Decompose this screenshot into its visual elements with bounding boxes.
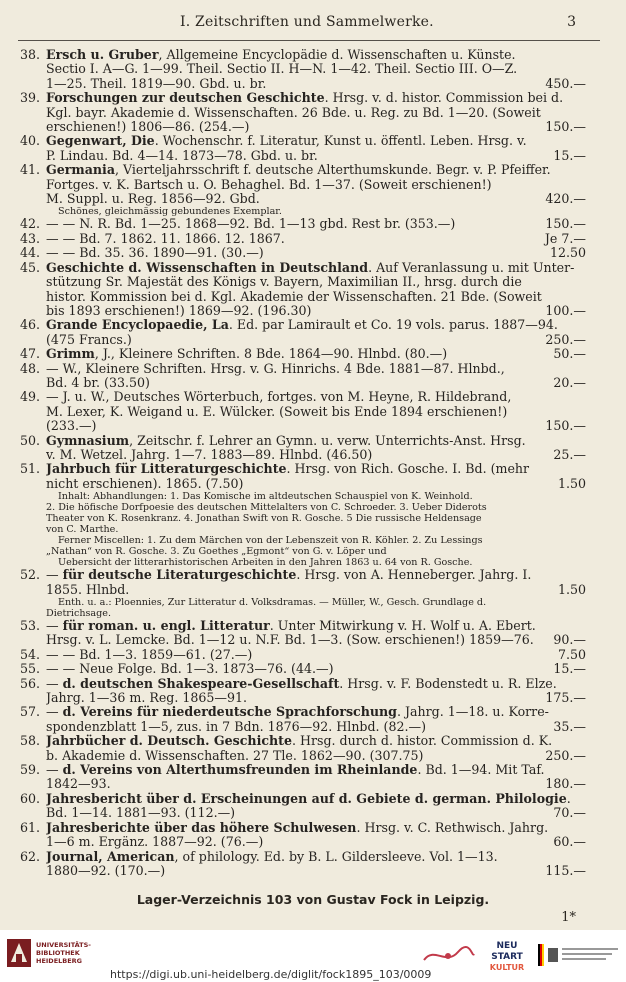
entry-line [46,304,586,318]
entry-note: 2. Die höfische Dorfpoesie des deutschen Mittelalters von C. Schroeder. 3. Ueber Diderots [46,502,487,514]
neustart-kultur-logo-icon [486,938,528,972]
entry-number: 49. [20,389,41,405]
entry-note: Enth. u. a.: Ploennies, Zur Litteratur d. Volksdramas. — Müller, W., Gesch. Grundlage d. [58,597,487,608]
entry-price [580,178,586,192]
university-library-logo-icon [6,938,32,968]
entry-line [46,48,586,62]
entry-text: Jahrbücher d. Deutsch. Geschichte. Hrsg. durch d. histor. Commission d. K. [46,734,553,749]
entry-line [46,677,586,691]
entry-price: 175.— [545,691,586,706]
entry-line [46,477,586,491]
entry-text: Geschichte d. Wissenschaften in Deutschland. Auf Veranlassung u. mit Unter- [46,260,575,275]
entry-line [46,178,586,192]
entry-line [46,434,586,448]
entry-line [46,705,586,719]
entry-note: „Nathan“ von R. Gosche. 3. Zu Goethes „Egmont“ von G. v. Löper und [46,546,387,558]
entry-line [46,62,586,76]
entry-price [580,134,586,148]
entry-price [580,677,586,691]
entry-price: 180.— [545,777,586,792]
entry-line [46,275,586,289]
entry-line [46,106,586,120]
entry-number: 52. [20,567,41,583]
entry-number: 50. [20,432,41,448]
entry-line [46,792,586,806]
entry-text: — — Bd. 35. 36. 1890—91. (30.—) [46,246,264,261]
entry-line [46,77,586,91]
entry-price: 15.— [553,148,586,163]
library-name-line: UNIVERSITÄTS- [36,941,91,949]
entry-number: 40. [20,133,41,149]
entry-line [46,290,586,304]
entry-price: 150.— [545,120,586,135]
entry-price [580,568,586,582]
entry-price: 50.— [553,347,586,362]
entry-price [580,91,586,105]
entry-line [46,134,586,148]
library-name-line: BIBLIOTHEK [36,949,80,957]
catalog-entry [20,648,586,662]
catalog-entry [20,434,586,463]
entry-price: 250.— [545,748,586,763]
entry-note: Dietrichsage. [46,608,112,619]
entry-text: — — N. R. Bd. 1—25. 1868—92. Bd. 1—13 gbd. Rest br. (353.—) [46,217,456,232]
federal-government-logo-icon [536,940,622,970]
entry-line [46,720,586,734]
entry-line [46,91,586,105]
entry-price: 150.— [545,217,586,232]
entry-number: 46. [20,317,41,333]
page-header [0,14,626,34]
entry-text: Journal, American, of philology. Ed. by B. L. Gildersleeve. Vol. 1—13. [46,849,498,864]
entry-text: — d. Vereins für niederdeutsche Sprachforschung. Jahrg. 1—18. u. Korre- [46,705,549,720]
entry-number: 55. [20,661,41,677]
entry-text: 1855. Hlnbd. [46,582,130,597]
entry-line [46,192,586,206]
entry-text: Gymnasium, Zeitschr. f. Lehrer an Gymn. u. verw. Unterrichts-Anst. Hrsg. [46,433,526,448]
entry-price: 250.— [545,332,586,347]
entry-line [46,149,586,163]
entry-text: — — Bd. 1—3. 1859—61. (27.—) [46,647,253,662]
entry-price [580,792,586,806]
entry-text: 1880—92. (170.—) [46,863,166,878]
entry-text: Kgl. bayr. Akademie d. Wissenschaften. 26 Bde. u. Reg. zu Bd. 1—20. (Soweit [46,105,541,120]
entry-text: 1842—93. [46,777,111,792]
entry-line [46,568,586,582]
entry-text: Forschungen zur deutschen Geschichte. Hrsg. v. d. histor. Commission bei d. [46,91,564,106]
entry-text: M. Suppl. u. Reg. 1856—92. Gbd. [46,192,260,207]
entry-price [580,275,586,289]
entry-number: 38. [20,47,41,62]
catalog-entry [20,163,586,217]
entry-note: von C. Marthe. [46,524,119,536]
entry-text: — — Bd. 7. 1862. 11. 1866. 12. 1867. [46,231,285,246]
entry-line [46,850,586,864]
entry-number: 48. [20,360,41,376]
entry-number: 44. [20,245,41,261]
entry-price: Je 7.— [544,231,586,246]
entry-text: Ersch u. Gruber, Allgemeine Encyclopädie d. Wissenschaften u. Künste. [46,48,516,62]
entry-number: 59. [20,762,41,778]
entry-price: 115.— [545,863,586,878]
entry-price: 150.— [545,419,586,434]
entry-price: 15.— [553,662,586,677]
entry-line [46,246,586,260]
entry-line [46,806,586,820]
entry-text: Jahrbuch für Litteraturgeschichte. Hrsg. von Rich. Gosche. I. Bd. (mehr [46,462,530,477]
entry-text: M. Lexer, K. Weigand u. E. Wülcker. (Soweit bis Ende 1894 erschienen!) [46,404,508,419]
entry-line [46,462,586,476]
catalog-entry [20,662,586,676]
entry-price [580,62,586,76]
entry-number: 43. [20,230,41,246]
catalog-entry [20,677,586,706]
entry-line [46,405,586,419]
catalog-entry [20,462,586,568]
entry-price [580,462,586,476]
entry-note: Inhalt: Abhandlungen: 1. Das Komische im altdeutschen Schauspiel von K. Weinhold. [58,491,473,503]
entry-line [46,749,586,763]
entry-number: 53. [20,618,41,633]
entry-price [580,405,586,419]
catalog-entries [20,48,586,878]
entry-number: 51. [20,461,41,477]
entry-text: — J. u. W., Deutsches Wörterbuch, fortges. von M. Heyne, R. Hildebrand, [46,390,512,405]
entry-number: 62. [20,848,41,864]
entry-price [580,850,586,864]
entry-line [46,390,586,404]
entry-text: stützung Sr. Majestät des Königs v. Bayern, Maximilian II., hrsg. durch die [46,275,522,290]
catalog-entry [20,261,586,319]
entry-number: 60. [20,790,41,806]
catalog-entry [20,792,586,821]
entry-note: Ferner Miscellen: 1. Zu dem Märchen von der Lebenszeit von R. Köhler. 2. Zu Lessings [58,535,483,547]
entry-text: — für deutsche Literaturgeschichte. Hrsg. von A. Henneberger. Jahrg. I. [46,568,532,583]
entry-text: nicht erschienen). 1865. (7.50) [46,476,244,491]
entry-number: 47. [20,346,41,362]
catalog-entry [20,217,586,231]
entry-text: Gegenwart, Die. Wochenschr. f. Literatur, Kunst u. öffentl. Leben. Hrsg. v. [46,134,527,149]
catalog-entry [20,763,586,792]
entry-line [46,120,586,134]
entry-text: bis 1893 erschienen!) 1869—92. (196.30) [46,303,312,318]
catalog-entry [20,850,586,879]
entry-text: — d. deutschen Shakespeare-Gesellschaft. Hrsg. v. F. Bodenstedt u. R. Elze. [46,676,557,691]
entry-line [46,347,586,361]
entry-line [46,333,586,347]
entry-line [46,261,586,275]
entry-text: v. M. Wetzel. Jahrg. 1—7. 1883—89. Hlnbd. (46.50) [46,447,373,462]
entry-note: Schönes, gleichmässig gebundenes Exemplar. [58,206,282,218]
entry-price: 20.— [553,375,586,390]
entry-line [46,232,586,246]
entry-text: b. Akademie d. Wissenschaften. 27 Tle. 1862—90. (307.75) [46,748,424,763]
catalog-entry [20,91,586,134]
entry-number: 42. [20,216,41,232]
entry-line [46,864,586,878]
entry-line [46,318,586,332]
entry-price [580,821,586,835]
entry-line [46,734,586,748]
entry-price: 12.50 [549,246,586,261]
entry-price [580,163,586,177]
partner-logo-icon [418,940,478,970]
entry-price: 420.— [545,192,586,207]
entry-price: 1.50 [557,582,586,597]
entry-text: Jahrg. 1—36 m. Reg. 1865—91. [46,691,248,706]
entry-price [580,106,586,120]
entry-number: 41. [20,162,41,178]
entry-line [46,163,586,177]
entry-text: 1—6 m. Ergänz. 1887—92. (76.—) [46,835,264,850]
header-rule [18,40,600,41]
catalog-entry [20,734,586,763]
neustart-line: NEU [496,941,518,951]
entry-text: P. Lindau. Bd. 4—14. 1873—78. Gbd. u. br. [46,148,318,163]
entry-line [46,419,586,433]
entry-text: (475 Francs.) [46,332,132,347]
catalog-entry [20,390,586,433]
entry-text: — für roman. u. engl. Litteratur. Unter Mitwirkung v. H. Wolf u. A. Ebert. [46,619,536,633]
entry-text: histor. Kommission bei d. Kgl. Akademie der Wissenschaften. 21 Bde. (Soweit [46,289,542,304]
entry-number: 58. [20,733,41,749]
viewer-bottom-bar [0,930,626,982]
entry-text: Grimm, J., Kleinere Schriften. 8 Bde. 1864—90. Hlnbd. (80.—) [46,347,448,362]
catalog-entry [20,246,586,260]
entry-price [580,261,586,275]
entry-price: 70.— [553,806,586,821]
signature-mark: 1* [561,910,576,925]
entry-number: 39. [20,90,41,106]
entry-text: Fortges. v. K. Bartsch u. O. Behaghel. Bd. 1—37. (Soweit erschienen!) [46,177,492,192]
entry-line [46,835,586,849]
entry-line [46,619,586,633]
entry-price: 60.— [553,835,586,850]
entry-text: Hrsg. v. L. Lemcke. Bd. 1—12 u. N.F. Bd. 1—3. (Sow. erschienen!) 1859—76. [46,633,534,648]
entry-price [580,705,586,719]
entry-number: 56. [20,675,41,691]
entry-line [46,633,586,647]
entry-text: — — Neue Folge. Bd. 1—3. 1873—76. (44.—) [46,662,334,677]
entry-line [46,376,586,390]
catalog-entry [20,318,586,347]
entry-price: 35.— [553,719,586,734]
entry-line [46,691,586,705]
entry-price: 25.— [553,447,586,462]
entry-price: 450.— [545,76,586,91]
catalog-entry [20,134,586,163]
entry-text: erschienen!) 1806—86. (254.—) [46,120,250,135]
catalog-footer: Lager-Verzeichnis 103 von Gustav Fock in Leipzig. [136,892,490,907]
entry-text: 1—25. Theil. 1819—90. Gbd. u. br. [46,76,267,91]
entry-number: 57. [20,704,41,720]
entry-text: Bd. 1—14. 1881—93. (112.—) [46,806,236,821]
running-title: I. Zeitschriften und Sammelwerke. [180,14,434,30]
entry-price [580,290,586,304]
entry-price [580,434,586,448]
catalog-entry [20,347,586,361]
entry-line [46,448,586,462]
entry-line [46,821,586,835]
entry-note: Theater von K. Rosenkranz. 4. Jonathan Swift von R. Gosche. 5 Die russische Heldensage [46,513,482,525]
page-number: 3 [567,14,576,30]
library-name [36,941,91,965]
catalog-entry [20,568,586,619]
entry-price [580,318,586,332]
entry-text: Jahresbericht über d. Erscheinungen auf d. Gebiete d. german. Philologie. [46,791,571,806]
permalink-url[interactable]: https://digi.ub.uni-heidelberg.de/diglit/fock1895_103/0009 [110,968,432,981]
entry-text: — d. Vereins von Alterthumsfreunden im Rheinlande. Bd. 1—94. Mit Taf. [46,763,545,778]
entry-line [46,662,586,676]
entry-price [580,362,586,376]
catalog-entry [20,821,586,850]
entry-price [580,763,586,777]
entry-price: 90.— [553,633,586,648]
entry-price: 1.50 [557,476,586,491]
catalog-entry [20,619,586,648]
entry-line [46,648,586,662]
entry-number: 45. [20,259,41,275]
entry-text: — W., Kleinere Schriften. Hrsg. v. G. Hinrichs. 4 Bde. 1881—87. Hlnbd., [46,361,505,376]
neustart-line: KULTUR [489,963,525,972]
library-name-line: HEIDELBERG [36,957,83,965]
entry-price [580,734,586,748]
entry-note: Uebersicht der litterarhistorischen Arbeiten in den Jahren 1863 u. 64 von R. Gosche. [58,557,473,569]
entry-line [46,362,586,376]
entry-text: spondenzblatt 1—5, zus. in 7 Bdn. 1876—92. Hlnbd. (82.—) [46,719,427,734]
entry-price: 100.— [545,303,586,318]
catalog-entry [20,232,586,246]
catalog-entry [20,362,586,391]
entry-price: 7.50 [557,647,586,662]
entry-text: Sectio I. A—G. 1—99. Theil. Sectio II. H—N. 1—42. Theil. Sectio III. O—Z. [46,62,518,77]
entry-price [580,48,586,62]
entry-number: 54. [20,646,41,662]
catalog-entry [20,705,586,734]
entry-text: Jahresberichte über das höhere Schulwesen. Hrsg. v. C. Rethwisch. Jahrg. [46,820,549,835]
entry-line [46,217,586,231]
entry-text: Grande Encyclopaedie, La. Ed. par Lamirault et Co. 19 vols. parus. 1887—94. [46,318,558,333]
entry-text: Bd. 4 br. (33.50) [46,375,150,390]
entry-line [46,777,586,791]
entry-text: (233.—) [46,419,97,434]
entry-price [580,390,586,404]
neustart-line: START [491,952,523,962]
entry-price [580,619,586,633]
entry-line [46,763,586,777]
catalog-entry [20,48,586,91]
entry-text: Germania, Vierteljahrsschrift f. deutsche Alterthumskunde. Begr. v. P. Pfeiffer. [46,163,551,178]
entry-number: 61. [20,819,41,835]
entry-line [46,583,586,597]
